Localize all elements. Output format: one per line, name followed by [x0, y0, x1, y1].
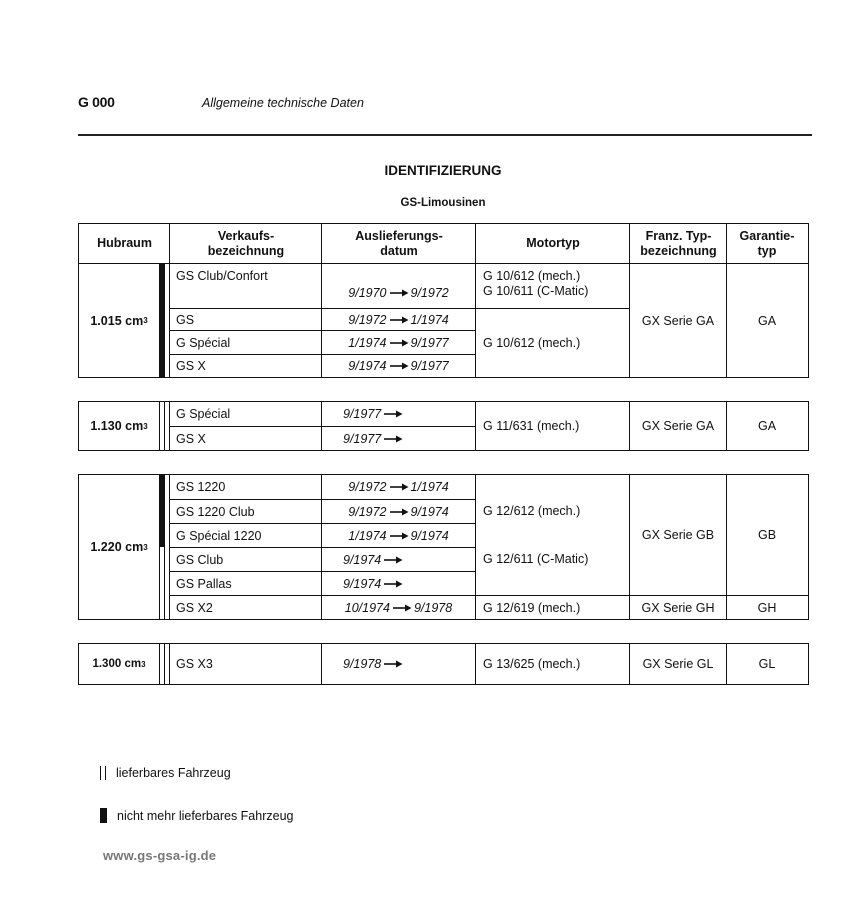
model-name: GS — [176, 312, 195, 327]
arrow-right-icon — [389, 339, 409, 347]
delivery-date: 9/1972 1/1974 — [348, 312, 449, 327]
arrow-right-icon — [383, 580, 403, 588]
franz-type: GX Serie GA — [641, 313, 715, 328]
franz-type: GX Serie GH — [641, 600, 715, 615]
document-title: IDENTIFIZIERUNG — [384, 163, 502, 178]
model-name: GS 1220 Club — [176, 504, 255, 519]
col-header-motortyp: Motortyp — [526, 236, 580, 250]
page-subtitle: Allgemeine technische Daten — [202, 96, 364, 110]
model-name: GS X2 — [176, 600, 213, 615]
arrow-right-icon — [389, 532, 409, 540]
col-header-verkauf: Verkaufs- bezeichnung — [207, 228, 285, 258]
model-name: G Spécial 1220 — [176, 528, 262, 543]
delivery-date: 9/1974 — [322, 548, 475, 571]
col-header-franz: Franz. Typ- bezeichnung — [640, 228, 717, 258]
status-bar-unavailable — [159, 475, 165, 547]
arrow-right-icon — [389, 508, 409, 516]
motor-type: G 10/612 (mech.) — [483, 336, 581, 350]
arrow-right-icon — [383, 410, 403, 418]
model-name: GS 1220 — [176, 480, 226, 494]
delivery-date: 1/1974 9/1977 — [348, 335, 449, 350]
legend-available: lieferbares Fahrzeug — [100, 766, 231, 780]
warranty-type: GA — [757, 419, 777, 433]
hubraum-1015: 1.015 cm 3 — [90, 313, 148, 328]
hubraum-1130: 1.130 cm 3 — [90, 419, 148, 433]
table-1300 — [78, 643, 809, 685]
delivery-date: 9/1972 1/1974 — [348, 480, 449, 494]
legend-unavailable: nicht mehr lieferbares Fahrzeug — [100, 808, 293, 823]
arrow-right-icon — [389, 316, 409, 324]
delivery-date: 9/1977 — [322, 427, 475, 450]
header-rule — [78, 134, 812, 136]
motor-type: G 13/625 (mech.) — [483, 657, 581, 671]
available-marker-icon — [100, 766, 106, 780]
arrow-right-icon — [383, 435, 403, 443]
delivery-date: 9/1977 — [322, 402, 475, 426]
arrow-right-icon — [383, 556, 403, 564]
col-header-hubraum: Hubraum — [97, 236, 152, 250]
motor-type: G 11/631 (mech.) — [483, 419, 580, 433]
model-name: G Spécial — [176, 407, 231, 421]
unavailable-marker-icon — [100, 808, 107, 823]
motor-type: G 10/612 (mech.) G 10/611 (C-Matic) — [483, 269, 589, 298]
table-1015 — [78, 223, 809, 378]
footer-url: www.gs-gsa-ig.de — [103, 848, 217, 863]
model-name: GS Pallas — [176, 576, 232, 591]
arrow-right-icon — [389, 483, 409, 491]
warranty-type: GA — [757, 313, 777, 328]
arrow-right-icon — [389, 289, 409, 297]
delivery-date: 10/1974 9/1978 — [344, 600, 453, 615]
model-name: GS Club — [176, 552, 224, 567]
motor-type: G 12/611 (C-Matic) — [483, 552, 589, 566]
col-header-auslief: Auslieferungs- datum — [355, 228, 443, 258]
arrow-right-icon — [392, 604, 412, 612]
hubraum-1300: 1.300 cm 3 — [92, 658, 146, 670]
delivery-date: 9/1972 9/1974 — [348, 504, 449, 519]
model-name: GS X3 — [176, 657, 213, 671]
model-name: G Spécial — [176, 335, 231, 350]
arrow-right-icon — [389, 362, 409, 370]
franz-type: GX Serie GL — [642, 657, 714, 671]
section-title: GS-Limousinen — [400, 197, 486, 209]
delivery-date: 9/1978 — [322, 644, 475, 684]
model-name: GS X — [176, 359, 206, 373]
delivery-date: 9/1974 9/1977 — [348, 359, 449, 373]
delivery-date: 9/1970 9/1972 — [348, 286, 449, 300]
warranty-type: GL — [758, 657, 776, 671]
delivery-date: 9/1974 — [322, 572, 475, 595]
warranty-type: GH — [757, 600, 777, 615]
franz-type: GX Serie GB — [641, 528, 715, 542]
model-name: GS Club/Confort — [176, 269, 268, 283]
table-1220 — [78, 474, 809, 620]
table-1130 — [78, 401, 809, 451]
status-bar-unavailable — [159, 264, 165, 377]
page-code: G 000 — [78, 94, 115, 110]
warranty-type: GB — [757, 528, 777, 542]
motor-type: G 12/612 (mech.) — [483, 504, 581, 518]
model-name: GS X — [176, 431, 206, 446]
delivery-date: 1/1974 9/1974 — [348, 528, 449, 543]
hubraum-1220: 1.220 cm 3 — [90, 540, 148, 554]
col-header-garantie: Garantie- typ — [739, 228, 795, 258]
franz-type: GX Serie GA — [641, 419, 715, 433]
motor-type: G 12/619 (mech.) — [483, 600, 581, 615]
arrow-right-icon — [383, 660, 403, 668]
